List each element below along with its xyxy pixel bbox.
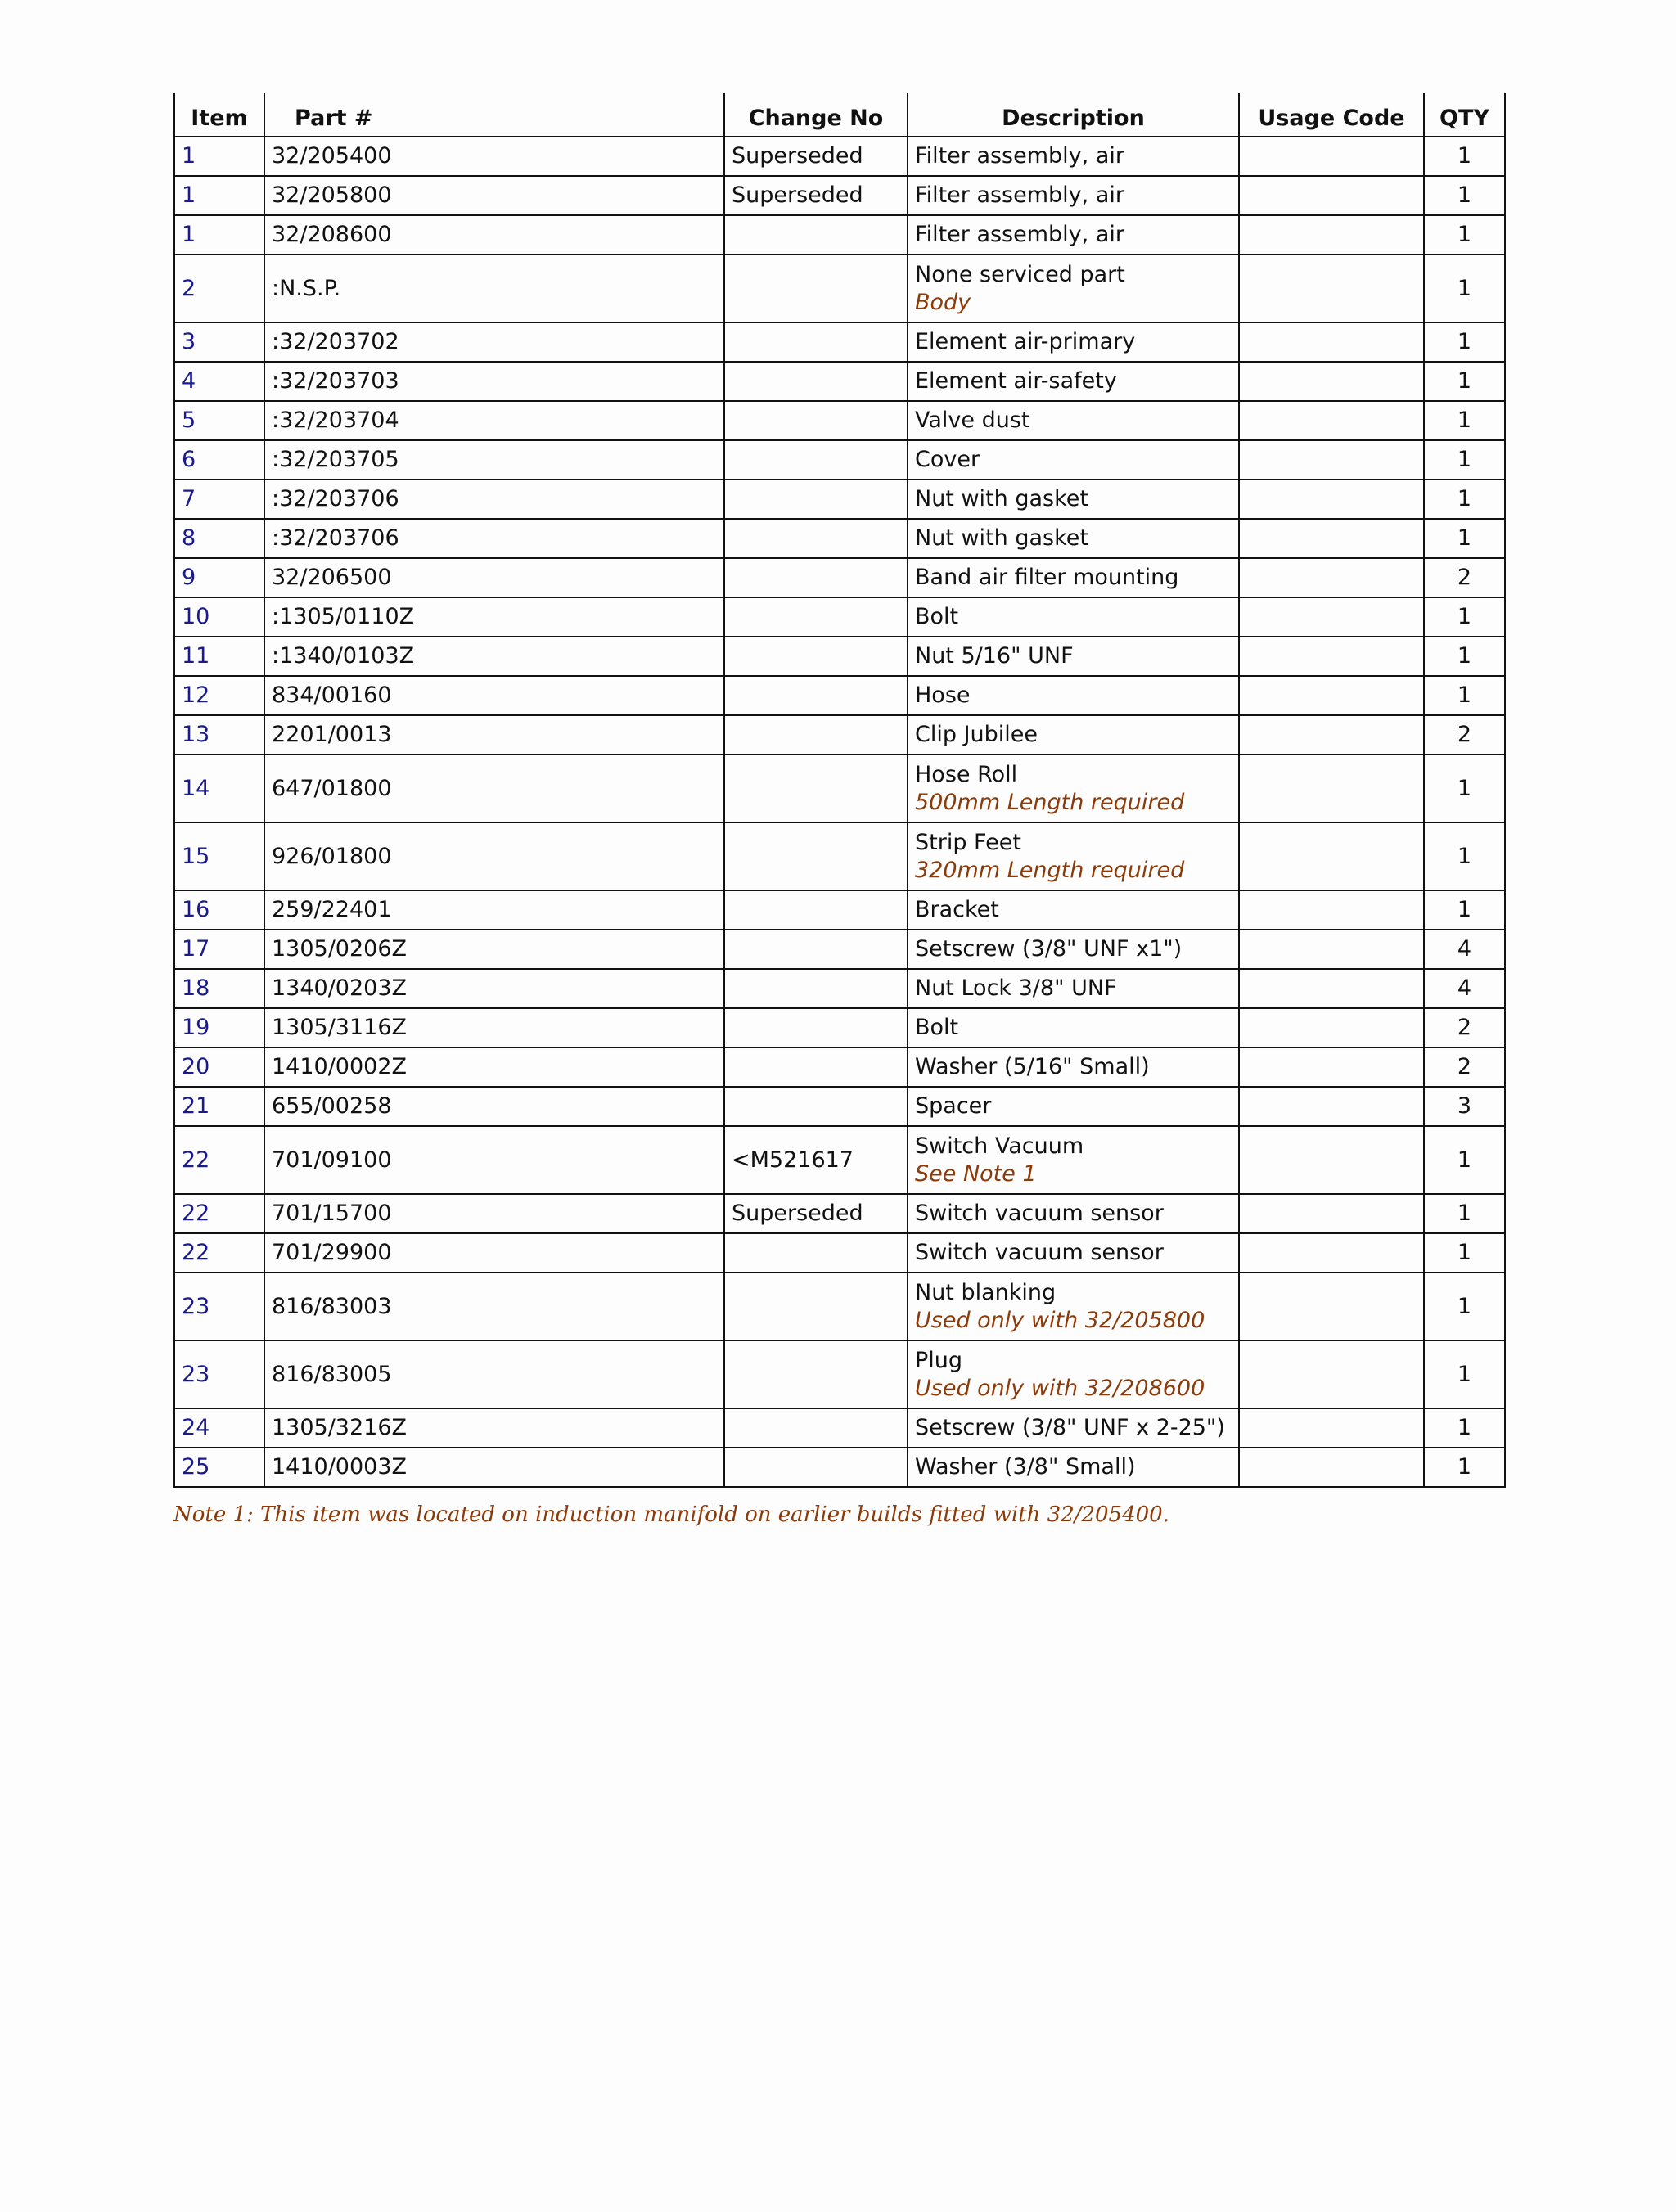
description-cell — [908, 637, 1239, 676]
part-cell: 1305/3216Z — [264, 1408, 724, 1448]
part-cell: 926/01800 — [264, 822, 724, 890]
description-text: Spacer — [915, 1093, 992, 1119]
change-cell — [724, 930, 908, 969]
usage-cell — [1239, 519, 1424, 558]
part-cell: 259/22401 — [264, 890, 724, 930]
table-row — [174, 1087, 1505, 1126]
header-description: Description — [908, 93, 1239, 137]
header-row — [174, 93, 1505, 137]
description-cell — [908, 1408, 1239, 1448]
qty-cell: 2 — [1424, 1047, 1505, 1087]
qty-cell: 2 — [1424, 1008, 1505, 1047]
description-text: Setscrew (3/8" UNF x 2-25") — [915, 1415, 1225, 1440]
qty-cell: 1 — [1424, 519, 1505, 558]
item-cell: 13 — [174, 715, 264, 755]
change-cell — [724, 519, 908, 558]
qty-cell: 2 — [1424, 715, 1505, 755]
description-cell — [908, 401, 1239, 440]
part-cell: 32/205800 — [264, 176, 724, 215]
part-cell: :32/203702 — [264, 322, 724, 362]
item-cell: 1 — [174, 137, 264, 176]
item-cell: 5 — [174, 401, 264, 440]
change-cell — [724, 1340, 908, 1408]
description-text: Filter assembly, air — [915, 222, 1124, 247]
table-row — [174, 322, 1505, 362]
qty-cell: 1 — [1424, 890, 1505, 930]
description-cell — [908, 890, 1239, 930]
change-cell: Superseded — [724, 176, 908, 215]
change-cell — [724, 969, 908, 1008]
item-cell: 15 — [174, 822, 264, 890]
item-cell: 12 — [174, 676, 264, 715]
part-cell: 701/29900 — [264, 1233, 724, 1273]
description-cell — [908, 1087, 1239, 1126]
usage-cell — [1239, 440, 1424, 480]
usage-cell — [1239, 676, 1424, 715]
table-row — [174, 480, 1505, 519]
usage-cell — [1239, 597, 1424, 637]
description-cell — [908, 176, 1239, 215]
qty-cell: 1 — [1424, 1408, 1505, 1448]
usage-cell — [1239, 255, 1424, 322]
description-note: Used only with 32/208600 — [915, 1375, 1205, 1401]
description-cell — [908, 215, 1239, 255]
usage-cell — [1239, 1448, 1424, 1487]
qty-cell: 4 — [1424, 969, 1505, 1008]
table-row — [174, 519, 1505, 558]
usage-cell — [1239, 930, 1424, 969]
description-text: Setscrew (3/8" UNF x1") — [915, 936, 1183, 962]
part-cell: 701/09100 — [264, 1126, 724, 1194]
item-cell: 25 — [174, 1448, 264, 1487]
part-cell: 701/15700 — [264, 1194, 724, 1233]
table-body — [174, 137, 1505, 1487]
description-note: Body — [915, 289, 971, 315]
item-cell: 4 — [174, 362, 264, 401]
item-cell: 16 — [174, 890, 264, 930]
qty-cell: 1 — [1424, 755, 1505, 822]
usage-cell — [1239, 1126, 1424, 1194]
part-cell: :32/203706 — [264, 480, 724, 519]
description-text: Cover — [915, 447, 980, 472]
description-text: Switch vacuum sensor — [915, 1240, 1164, 1265]
usage-cell — [1239, 176, 1424, 215]
table-row — [174, 930, 1505, 969]
table-row — [174, 1047, 1505, 1087]
description-cell — [908, 1126, 1239, 1194]
table-row — [174, 1340, 1505, 1408]
description-text: Switch vacuum sensor — [915, 1201, 1164, 1226]
usage-cell — [1239, 1340, 1424, 1408]
part-cell: 647/01800 — [264, 755, 724, 822]
table-row — [174, 1126, 1505, 1194]
part-cell: 1305/3116Z — [264, 1008, 724, 1047]
description-text: Nut Lock 3/8" UNF — [915, 975, 1117, 1001]
qty-cell: 1 — [1424, 362, 1505, 401]
usage-cell — [1239, 1087, 1424, 1126]
part-cell: :1305/0110Z — [264, 597, 724, 637]
change-cell — [724, 401, 908, 440]
description-text: Band air filter mounting — [915, 565, 1179, 590]
usage-cell — [1239, 822, 1424, 890]
table-row — [174, 176, 1505, 215]
description-text: Filter assembly, air — [915, 182, 1124, 208]
item-cell: 7 — [174, 480, 264, 519]
qty-cell: 3 — [1424, 1087, 1505, 1126]
description-cell — [908, 1233, 1239, 1273]
item-cell: 2 — [174, 255, 264, 322]
item-cell: 20 — [174, 1047, 264, 1087]
description-text: Switch Vacuum — [915, 1133, 1084, 1159]
qty-cell: 1 — [1424, 480, 1505, 519]
table-row — [174, 969, 1505, 1008]
qty-cell: 1 — [1424, 676, 1505, 715]
table-header — [174, 93, 1505, 137]
usage-cell — [1239, 1408, 1424, 1448]
table-row — [174, 715, 1505, 755]
usage-cell — [1239, 401, 1424, 440]
usage-cell — [1239, 480, 1424, 519]
part-cell: :32/203704 — [264, 401, 724, 440]
description-text: Washer (3/8" Small) — [915, 1454, 1136, 1480]
qty-cell: 1 — [1424, 1448, 1505, 1487]
change-cell — [724, 322, 908, 362]
table-row — [174, 637, 1505, 676]
usage-cell — [1239, 137, 1424, 176]
description-cell — [908, 676, 1239, 715]
description-cell — [908, 1194, 1239, 1233]
change-cell — [724, 255, 908, 322]
table-row — [174, 137, 1505, 176]
qty-cell: 1 — [1424, 322, 1505, 362]
part-cell: :1340/0103Z — [264, 637, 724, 676]
part-cell: 816/83003 — [264, 1273, 724, 1340]
part-cell: 1410/0002Z — [264, 1047, 724, 1087]
table-row — [174, 1233, 1505, 1273]
change-cell — [724, 1448, 908, 1487]
description-cell — [908, 480, 1239, 519]
part-cell: 32/205400 — [264, 137, 724, 176]
qty-cell: 1 — [1424, 176, 1505, 215]
table-row — [174, 440, 1505, 480]
usage-cell — [1239, 637, 1424, 676]
change-cell — [724, 1008, 908, 1047]
usage-cell — [1239, 1233, 1424, 1273]
change-cell — [724, 755, 908, 822]
table-row — [174, 1194, 1505, 1233]
usage-cell — [1239, 755, 1424, 822]
qty-cell: 1 — [1424, 637, 1505, 676]
part-cell: :32/203705 — [264, 440, 724, 480]
description-cell — [908, 1047, 1239, 1087]
qty-cell: 1 — [1424, 215, 1505, 255]
description-cell — [908, 969, 1239, 1008]
item-cell: 22 — [174, 1194, 264, 1233]
item-cell: 23 — [174, 1273, 264, 1340]
description-text: Plug — [915, 1347, 963, 1373]
table-row — [174, 822, 1505, 890]
qty-cell: 1 — [1424, 1194, 1505, 1233]
item-cell: 9 — [174, 558, 264, 597]
qty-cell: 2 — [1424, 558, 1505, 597]
change-cell — [724, 715, 908, 755]
part-cell: :32/203703 — [264, 362, 724, 401]
part-cell: :N.S.P. — [264, 255, 724, 322]
header-item: Item — [174, 93, 264, 137]
qty-cell: 1 — [1424, 255, 1505, 322]
table-row — [174, 1408, 1505, 1448]
description-text: Valve dust — [915, 408, 1030, 433]
description-text: Bolt — [915, 604, 959, 629]
item-cell: 22 — [174, 1126, 264, 1194]
change-cell — [724, 1273, 908, 1340]
qty-cell: 1 — [1424, 440, 1505, 480]
description-note: 500mm Length required — [915, 789, 1185, 815]
item-cell: 22 — [174, 1233, 264, 1273]
change-cell: <M521617 — [724, 1126, 908, 1194]
item-cell: 17 — [174, 930, 264, 969]
description-text: Bolt — [915, 1015, 959, 1040]
description-text: Nut 5/16" UNF — [915, 643, 1074, 669]
table-row — [174, 676, 1505, 715]
qty-cell: 4 — [1424, 930, 1505, 969]
qty-cell: 1 — [1424, 1340, 1505, 1408]
description-note: See Note 1 — [915, 1160, 1037, 1187]
item-cell: 1 — [174, 215, 264, 255]
part-cell: 2201/0013 — [264, 715, 724, 755]
change-cell — [724, 215, 908, 255]
qty-cell: 1 — [1424, 597, 1505, 637]
change-cell — [724, 362, 908, 401]
description-text: Strip Feet — [915, 829, 1021, 855]
usage-cell — [1239, 1008, 1424, 1047]
description-cell — [908, 1340, 1239, 1408]
header-part: Part # — [264, 93, 724, 137]
change-cell: Superseded — [724, 1194, 908, 1233]
part-cell: 1340/0203Z — [264, 969, 724, 1008]
part-cell: 1410/0003Z — [264, 1448, 724, 1487]
qty-cell: 1 — [1424, 1126, 1505, 1194]
description-cell — [908, 1273, 1239, 1340]
description-text: Element air-safety — [915, 368, 1117, 394]
change-cell — [724, 1408, 908, 1448]
header-change: Change No — [724, 93, 908, 137]
change-cell — [724, 822, 908, 890]
table-row — [174, 255, 1505, 322]
description-cell — [908, 930, 1239, 969]
description-text: Bracket — [915, 897, 999, 922]
part-cell: 1305/0206Z — [264, 930, 724, 969]
header-qty: QTY — [1424, 93, 1505, 137]
description-cell — [908, 137, 1239, 176]
part-cell: 834/00160 — [264, 676, 724, 715]
change-cell: Superseded — [724, 137, 908, 176]
description-cell — [908, 440, 1239, 480]
usage-cell — [1239, 715, 1424, 755]
change-cell — [724, 637, 908, 676]
description-text: Washer (5/16" Small) — [915, 1054, 1150, 1079]
item-cell: 18 — [174, 969, 264, 1008]
table-row — [174, 597, 1505, 637]
description-cell — [908, 822, 1239, 890]
description-cell — [908, 755, 1239, 822]
item-cell: 6 — [174, 440, 264, 480]
change-cell — [724, 440, 908, 480]
description-text: Filter assembly, air — [915, 143, 1124, 169]
footnote: Note 1: This item was located on induction manifold on earlier builds fitted with 32/205400. — [173, 1502, 1169, 1527]
table-row — [174, 401, 1505, 440]
description-text: Nut with gasket — [915, 486, 1088, 511]
description-text: None serviced part — [915, 261, 1125, 287]
usage-cell — [1239, 1047, 1424, 1087]
qty-cell: 1 — [1424, 1233, 1505, 1273]
item-cell: 23 — [174, 1340, 264, 1408]
header-usage: Usage Code — [1239, 93, 1424, 137]
usage-cell — [1239, 322, 1424, 362]
description-cell — [908, 1448, 1239, 1487]
description-text: Element air-primary — [915, 329, 1136, 354]
usage-cell — [1239, 215, 1424, 255]
part-cell: 655/00258 — [264, 1087, 724, 1126]
qty-cell: 1 — [1424, 822, 1505, 890]
table-row — [174, 755, 1505, 822]
description-cell — [908, 519, 1239, 558]
description-text: Hose Roll — [915, 761, 1018, 787]
qty-cell: 1 — [1424, 1273, 1505, 1340]
part-cell: :32/203706 — [264, 519, 724, 558]
description-cell — [908, 322, 1239, 362]
item-cell: 21 — [174, 1087, 264, 1126]
item-cell: 24 — [174, 1408, 264, 1448]
change-cell — [724, 480, 908, 519]
description-text: Clip Jubilee — [915, 722, 1038, 747]
change-cell — [724, 1087, 908, 1126]
description-cell — [908, 597, 1239, 637]
description-text: Nut with gasket — [915, 525, 1088, 551]
description-cell — [908, 362, 1239, 401]
part-cell: 32/208600 — [264, 215, 724, 255]
change-cell — [724, 676, 908, 715]
item-cell: 8 — [174, 519, 264, 558]
description-cell — [908, 1008, 1239, 1047]
table-row — [174, 362, 1505, 401]
description-note: Used only with 32/205800 — [915, 1307, 1205, 1333]
item-cell: 3 — [174, 322, 264, 362]
qty-cell: 1 — [1424, 137, 1505, 176]
usage-cell — [1239, 1273, 1424, 1340]
part-cell: 816/83005 — [264, 1340, 724, 1408]
item-cell: 19 — [174, 1008, 264, 1047]
description-cell — [908, 255, 1239, 322]
description-cell — [908, 558, 1239, 597]
description-text: Nut blanking — [915, 1279, 1057, 1305]
usage-cell — [1239, 362, 1424, 401]
table-row — [174, 1008, 1505, 1047]
table-row — [174, 1273, 1505, 1340]
description-text: Hose — [915, 683, 971, 708]
description-cell — [908, 715, 1239, 755]
item-cell: 10 — [174, 597, 264, 637]
usage-cell — [1239, 558, 1424, 597]
change-cell — [724, 1047, 908, 1087]
item-cell: 1 — [174, 176, 264, 215]
change-cell — [724, 1233, 908, 1273]
parts-table — [173, 93, 1506, 1488]
change-cell — [724, 890, 908, 930]
table-row — [174, 1448, 1505, 1487]
usage-cell — [1239, 969, 1424, 1008]
item-cell: 14 — [174, 755, 264, 822]
item-cell: 11 — [174, 637, 264, 676]
table-row — [174, 558, 1505, 597]
part-cell: 32/206500 — [264, 558, 724, 597]
change-cell — [724, 597, 908, 637]
usage-cell — [1239, 890, 1424, 930]
description-note: 320mm Length required — [915, 857, 1185, 883]
table-row — [174, 890, 1505, 930]
qty-cell: 1 — [1424, 401, 1505, 440]
change-cell — [724, 558, 908, 597]
usage-cell — [1239, 1194, 1424, 1233]
table-row — [174, 215, 1505, 255]
